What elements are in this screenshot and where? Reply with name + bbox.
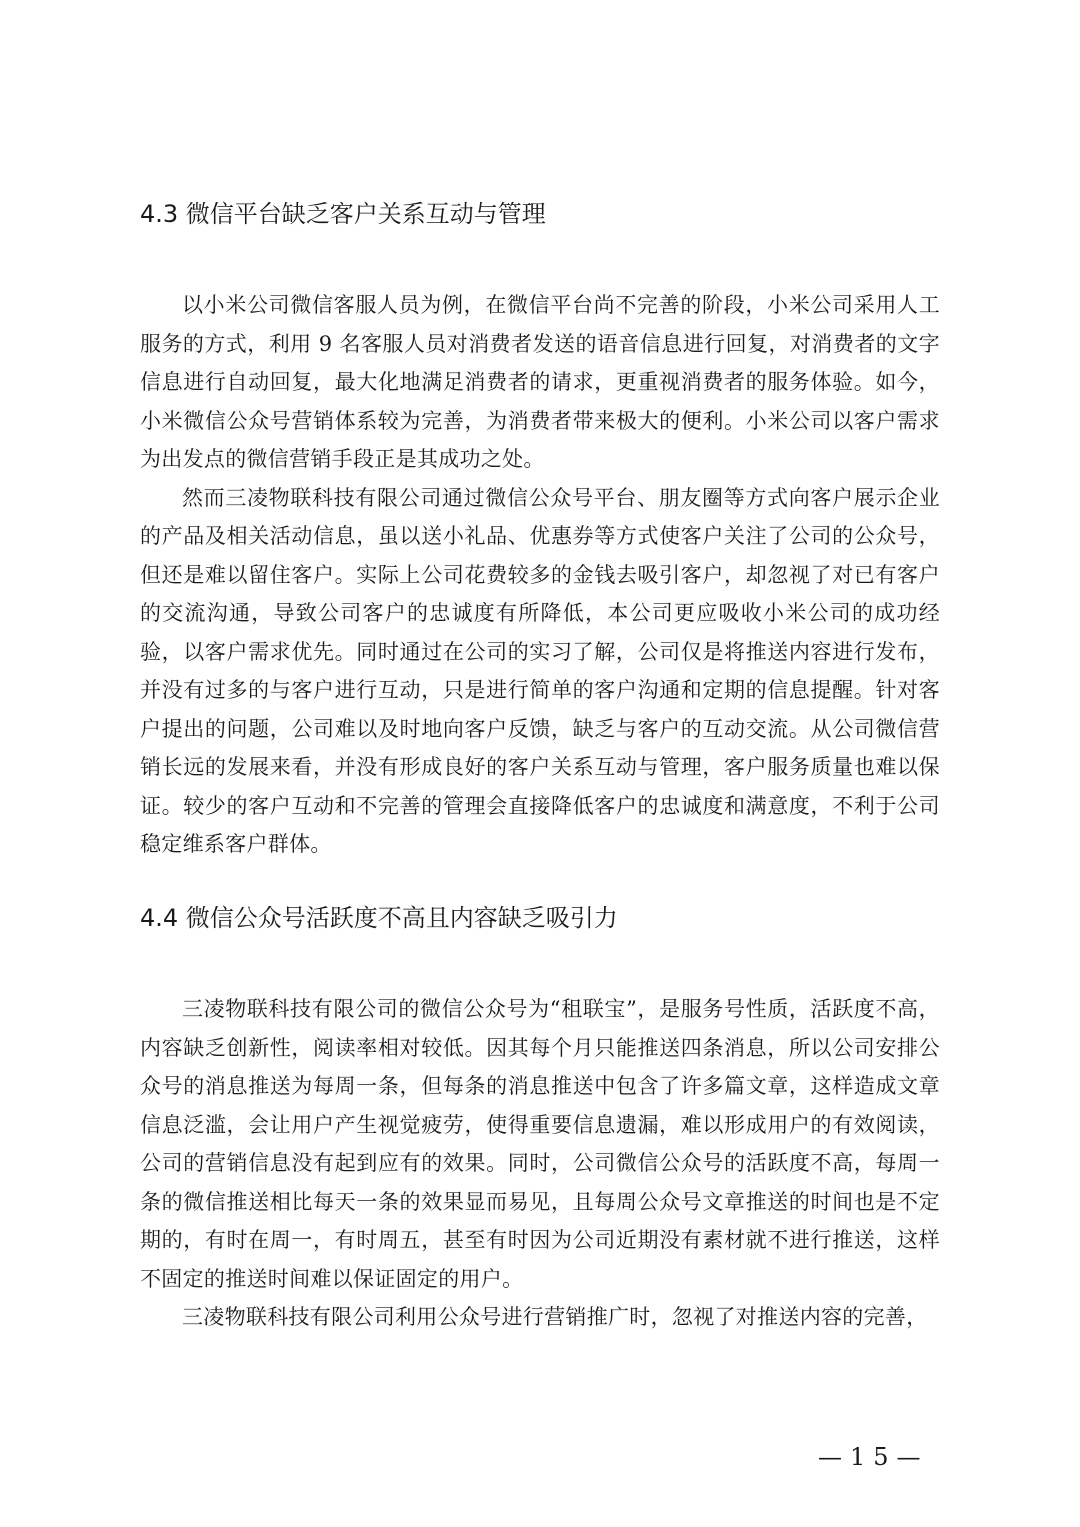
page-number: —15— xyxy=(818,1443,929,1471)
section-body-4-4 xyxy=(140,990,940,1337)
paragraph: 三凌物联科技有限公司的微信公众号为“租联宝”，是服务号性质，活跃度不高，内容缺乏创新性，阅读率相对较低。因其每个月只能推送四条消息，所以公司安排公众号的消息推送为每周一条，但每条的消息推送中包含了许多篇文章，这样造成文章信息泛滥，会让用户产生视觉疲劳，使得重要信息遗漏，难以形成用户的有效阅读，公司的营销信息没有起到应有的效果。同时，公司微信公众号的活跃度不高，每周一条的微信推送相比每天一条的效果显而易见，且每周公众号文章推送的时间也是不定期的，有时在周一，有时周五，甚至有时因为公司近期没有素材就不进行推送，这样不固定的推送时间难以保证固定的用户。 xyxy=(140,997,940,1291)
paragraph: 三凌物联科技有限公司利用公众号进行营销推广时，忽视了对推送内容的完善， xyxy=(182,1305,928,1329)
section-body-4-3 xyxy=(140,286,940,864)
section-heading-4-3: 4.3 微信平台缺乏客户关系互动与管理 xyxy=(140,200,546,228)
paragraph: 然而三凌物联科技有限公司通过微信公众号平台、朋友圈等方式向客户展示企业的产品及相关活动信息，虽以送小礼品、优惠券等方式使客户关注了公司的公众号，但还是难以留住客户。实际上公司花费较多的金钱去吸引客户，却忽视了对已有客户的交流沟通，导致公司客户的忠诚度有所降低，本公司更应吸收小米公司的成功经验，以客户需求优先。同时通过在公司的实习了解，公司仅是将推送内容进行发布，并没有过多的与客户进行互动，只是进行简单的客户沟通和定期的信息提醒。针对客户提出的问题，公司难以及时地向客户反馈，缺乏与客户的互动交流。从公司微信营销长远的发展来看，并没有形成良好的客户关系互动与管理，客户服务质量也难以保证。较少的客户互动和不完善的管理会直接降低客户的忠诚度和满意度，不利于公司稳定维系客户群体。 xyxy=(140,485,940,856)
section-heading-4-4: 4.4 微信公众号活跃度不高且内容缺乏吸引力 xyxy=(140,904,618,932)
paragraph: 以小米公司微信客服人员为例，在微信平台尚不完善的阶段，小米公司采用人工服务的方式，利用 9 名客服人员对消费者发送的语音信息进行回复，对消费者的文字信息进行自动回复，最大化地满足消费者的请求，更重视消费者的服务体验。如今，小米微信公众号营销体系较为完善，为消费者带来极大的便利。小米公司以客户需求为出发点的微信营销手段正是其成功之处。 xyxy=(140,293,940,471)
